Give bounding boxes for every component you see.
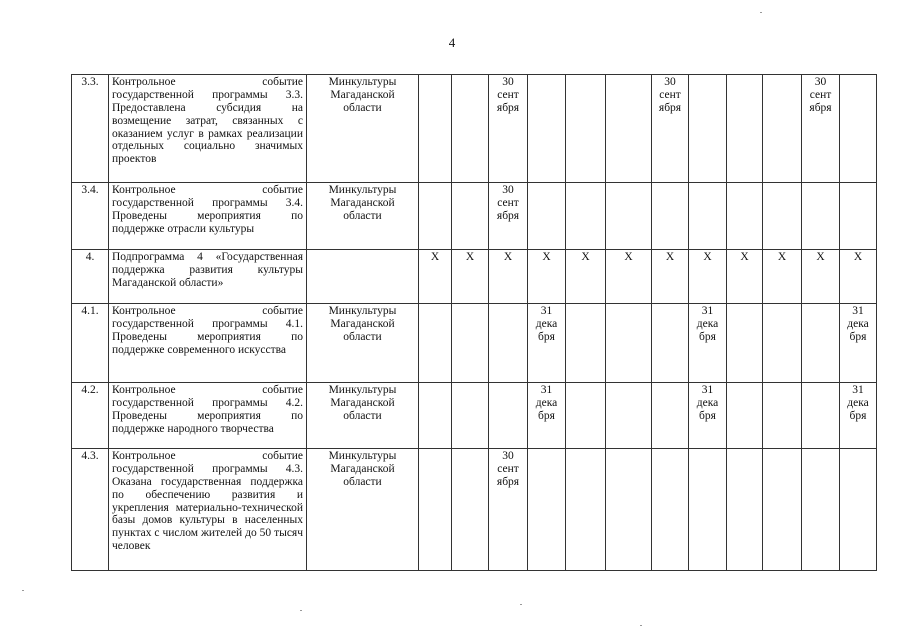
period-cell bbox=[727, 304, 763, 383]
period-cell bbox=[802, 183, 840, 250]
period-cell bbox=[452, 449, 489, 571]
period-cell bbox=[419, 183, 452, 250]
table-row bbox=[72, 304, 877, 383]
row-number: 4.3. bbox=[72, 449, 109, 571]
period-cell: X bbox=[489, 250, 528, 304]
period-cell bbox=[840, 183, 877, 250]
period-cell: X bbox=[452, 250, 489, 304]
period-cell bbox=[566, 183, 606, 250]
period-cell bbox=[652, 304, 689, 383]
row-number: 4. bbox=[72, 250, 109, 304]
table-row bbox=[72, 183, 877, 250]
period-cell bbox=[727, 75, 763, 183]
period-cell bbox=[528, 449, 566, 571]
period-cell bbox=[727, 383, 763, 449]
row-number: 3.4. bbox=[72, 183, 109, 250]
period-cell bbox=[489, 304, 528, 383]
period-cell bbox=[452, 304, 489, 383]
period-cell: 31 дека бря bbox=[840, 383, 877, 449]
row-number: 4.1. bbox=[72, 304, 109, 383]
table-row bbox=[72, 449, 877, 571]
period-cell: X bbox=[566, 250, 606, 304]
period-cell bbox=[802, 449, 840, 571]
period-cell: X bbox=[763, 250, 802, 304]
period-cell: X bbox=[802, 250, 840, 304]
period-cell bbox=[840, 75, 877, 183]
period-cell: 31 дека бря bbox=[689, 304, 727, 383]
responsible-executor: Минкультуры Магаданской области bbox=[307, 75, 419, 183]
period-cell bbox=[689, 183, 727, 250]
period-cell: X bbox=[606, 250, 652, 304]
period-cell: X bbox=[727, 250, 763, 304]
event-name: Контрольное событие государственной программы 4.3. Оказана государственная поддержка по обеспечению развития и укрепления материально-технической базы домов культуры в населенных пунктах с числом жителей до 50 тысяч человек bbox=[109, 449, 307, 571]
period-cell bbox=[606, 304, 652, 383]
table-row bbox=[72, 250, 877, 304]
responsible-executor: Минкультуры Магаданской области bbox=[307, 449, 419, 571]
period-cell bbox=[566, 383, 606, 449]
period-cell bbox=[528, 183, 566, 250]
period-cell: 31 дека бря bbox=[528, 304, 566, 383]
page-number: 4 bbox=[448, 35, 456, 50]
period-cell bbox=[763, 383, 802, 449]
event-name: Контрольное событие государственной программы 3.3. Предоставлена субсидия на возмещение затрат, связанных с оказанием услуг в рамках реализации отдельных социально значимых проектов bbox=[109, 75, 307, 183]
period-cell bbox=[489, 383, 528, 449]
period-cell bbox=[689, 75, 727, 183]
period-cell bbox=[802, 304, 840, 383]
period-cell bbox=[419, 75, 452, 183]
period-cell: 31 дека бря bbox=[528, 383, 566, 449]
row-number: 4.2. bbox=[72, 383, 109, 449]
period-cell bbox=[727, 449, 763, 571]
period-cell: X bbox=[652, 250, 689, 304]
period-cell bbox=[727, 183, 763, 250]
subprogram-name: Подпрограмма 4 «Государственная поддержка развития культуры Магаданской области» bbox=[109, 250, 307, 304]
responsible-executor: Минкультуры Магаданской области bbox=[307, 304, 419, 383]
period-cell bbox=[419, 449, 452, 571]
period-cell bbox=[606, 449, 652, 571]
period-cell bbox=[452, 75, 489, 183]
event-name: Контрольное событие государственной программы 3.4. Проведены мероприятия по поддержке отрасли культуры bbox=[109, 183, 307, 250]
period-cell bbox=[652, 183, 689, 250]
table-row bbox=[72, 75, 877, 183]
period-cell bbox=[606, 383, 652, 449]
period-cell: 30 сент ября bbox=[489, 183, 528, 250]
period-cell bbox=[606, 183, 652, 250]
period-cell bbox=[528, 75, 566, 183]
period-cell: 30 сент ября bbox=[652, 75, 689, 183]
period-cell bbox=[566, 304, 606, 383]
period-cell bbox=[566, 75, 606, 183]
responsible-executor: Минкультуры Магаданской области bbox=[307, 183, 419, 250]
period-cell bbox=[652, 449, 689, 571]
period-cell bbox=[566, 449, 606, 571]
period-cell bbox=[689, 449, 727, 571]
period-cell bbox=[840, 449, 877, 571]
period-cell bbox=[763, 183, 802, 250]
period-cell bbox=[763, 304, 802, 383]
period-cell bbox=[452, 383, 489, 449]
event-name: Контрольное событие государственной программы 4.2. Проведены мероприятия по поддержке народного творчества bbox=[109, 383, 307, 449]
responsible-executor bbox=[307, 250, 419, 304]
period-cell: 31 дека бря bbox=[689, 383, 727, 449]
row-number: 3.3. bbox=[72, 75, 109, 183]
period-cell bbox=[802, 383, 840, 449]
period-cell: X bbox=[419, 250, 452, 304]
period-cell: 30 сент ября bbox=[802, 75, 840, 183]
period-cell bbox=[763, 75, 802, 183]
period-cell bbox=[452, 183, 489, 250]
period-cell bbox=[419, 304, 452, 383]
period-cell bbox=[419, 383, 452, 449]
period-cell: X bbox=[840, 250, 877, 304]
period-cell: 30 сент ября bbox=[489, 449, 528, 571]
period-cell: 30 сент ября bbox=[489, 75, 528, 183]
table-row bbox=[72, 383, 877, 449]
responsible-executor: Минкультуры Магаданской области bbox=[307, 383, 419, 449]
period-cell: X bbox=[689, 250, 727, 304]
control-events-table bbox=[71, 74, 877, 571]
period-cell bbox=[763, 449, 802, 571]
event-name: Контрольное событие государственной программы 4.1. Проведены мероприятия по поддержке современного искусства bbox=[109, 304, 307, 383]
period-cell bbox=[606, 75, 652, 183]
period-cell: X bbox=[528, 250, 566, 304]
period-cell: 31 дека бря bbox=[840, 304, 877, 383]
period-cell bbox=[652, 383, 689, 449]
